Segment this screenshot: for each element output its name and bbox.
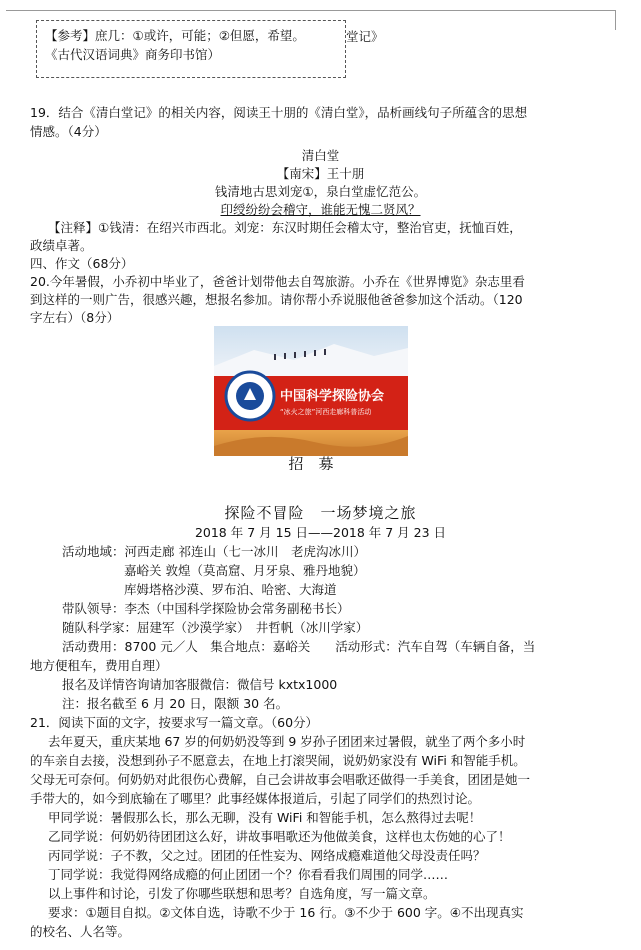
- ad-leader: 带队领导：李杰（中国科学探险协会常务副秘书长）: [62, 601, 350, 616]
- reference-line-1: 【参考】庶几：①或许，可能；②但愿，希望。: [45, 28, 305, 43]
- q19-note-2: 政绩卓著。: [30, 238, 93, 253]
- q21-student-c: 丙同学说：子不教，父之过。团团的任性妄为、网络成瘾难道他父母没责任吗？: [48, 848, 486, 863]
- ad-dates: 2018 年 7 月 15 日——2018 年 7 月 23 日: [194, 525, 447, 540]
- q21-requirements-2: 的校名、人名等。: [30, 924, 131, 939]
- ad-note: 注：报名截至 6 月 20 日，限额 30 名。: [62, 696, 289, 711]
- ad-area-3: 库姆塔格沙漠、罗布泊、哈密、大海道: [124, 582, 337, 597]
- header-rule-vertical: [615, 10, 616, 30]
- poem-line-2: [0, 201, 641, 219]
- q21-para-2: 的车亲自去接，没想到孙子不愿意去，在地上打滚哭闹，说奶奶家没有 WiFi 和智能手机。: [30, 753, 526, 768]
- reference-line-2: 《古代汉语词典》商务印书馆）: [45, 47, 221, 62]
- ad-title: 探险不冒险 一场梦境之旅: [224, 504, 417, 522]
- poem-author: 【南宋】王十朋: [276, 166, 365, 181]
- q21-para-3: 父母无可奈何。何奶奶对此很伤心费解，自己会讲故事会唱歌还做得一手美食，团团是她一: [30, 772, 531, 787]
- ad-fee-cont: 地方便租车，费用自理）: [30, 658, 168, 673]
- banner-illustration: [214, 326, 408, 470]
- q20-line-2: 到这样的一则广告，很感兴趣，想报名参加。请你帮小乔说服他爸爸参加这个活动。（120: [30, 292, 523, 307]
- section-heading: 四、作文（68分）: [30, 256, 134, 271]
- q21-para-4: 手带大的，如今到底输在了哪里？此事经媒体报道后，引起了同学们的热烈讨论。: [30, 791, 481, 806]
- q21-student-b: 乙同学说：何奶奶待团团这么好，讲故事唱歌还为他做美食，这样也太伤她的心了！: [48, 829, 511, 844]
- q21-prompt: 21．阅读下面的文字，按要求写一篇文章。（60分）: [30, 715, 319, 730]
- banner-org-name: 中国科学探险协会: [280, 389, 385, 404]
- ad-area-2: 嘉峪关 敦煌（莫高窟、月牙泉、雅丹地貌）: [124, 563, 366, 578]
- q19-line-2: 情感。（4分）: [30, 124, 107, 139]
- q21-task: 以上事件和讨论，引发了你哪些联想和思考？自选角度，写一篇文章。: [48, 886, 436, 901]
- ad-fee: 活动费用：8700 元／人 集合地点：嘉峪关 活动形式：汽车自驾（车辆自备，当: [62, 639, 536, 654]
- banner-subtitle: “冰火之旅”河西走廊科普活动: [280, 408, 372, 416]
- clipped-title: 堂记》: [346, 29, 384, 44]
- ad-contact: 报名及详情咨询请加客服微信：微信号 kxtx1000: [62, 677, 338, 692]
- q21-para-1: 去年夏天，重庆某地 67 岁的何奶奶没等到 9 岁孙子团团来过暑假，就坐了两个多小时: [48, 734, 526, 749]
- q20-line-3: 字左右）（8分）: [30, 310, 120, 325]
- poem-title: 清白堂: [301, 148, 340, 163]
- q21-requirements-1: 要求：①题目自拟。②文体自选，诗歌不少于 16 行。③不少于 600 字。④不出现真实: [48, 905, 524, 920]
- ad-scientists: 随队科学家：屈建军（沙漠学家） 井哲帆（冰川学家）: [62, 620, 369, 635]
- poem-line-2-text: 印绶纷纷会稽守，谁能无愧二贤风？: [220, 202, 421, 217]
- banner-recruit: 招 募: [288, 455, 334, 470]
- q20-line-1: 20.今年暑假，小乔初中毕业了，爸爸计划带他去自驾旅游。小乔在《世界博览》杂志里看: [30, 274, 525, 289]
- q21-student-d: 丁同学说：我觉得网络成瘾的何止团团一个？你看看我们周围的同学……: [48, 867, 449, 882]
- reference-box: [36, 20, 346, 78]
- header-rule-top: [6, 10, 616, 11]
- ad-area-1: 活动地域：河西走廊 祁连山（七一冰川 老虎沟冰川）: [62, 544, 366, 559]
- q19-line-1: 19．结合《清白堂记》的相关内容，阅读王十朋的《清白堂》，品析画线句子所蕴含的思想: [30, 105, 528, 120]
- expedition-banner: [214, 326, 408, 470]
- poem-line-1: 钱清地古思刘宠①，泉白堂虚忆范公。: [214, 184, 427, 199]
- q19-note-1: 【注释】①钱清：在绍兴市西北。刘宠：东汉时期任会稽太守，整治官吏，抚恤百姓，: [48, 220, 522, 235]
- q21-student-a: 甲同学说：暑假那么长，那么无聊，没有 WiFi 和智能手机，怎么熬得过去呢！: [48, 810, 482, 825]
